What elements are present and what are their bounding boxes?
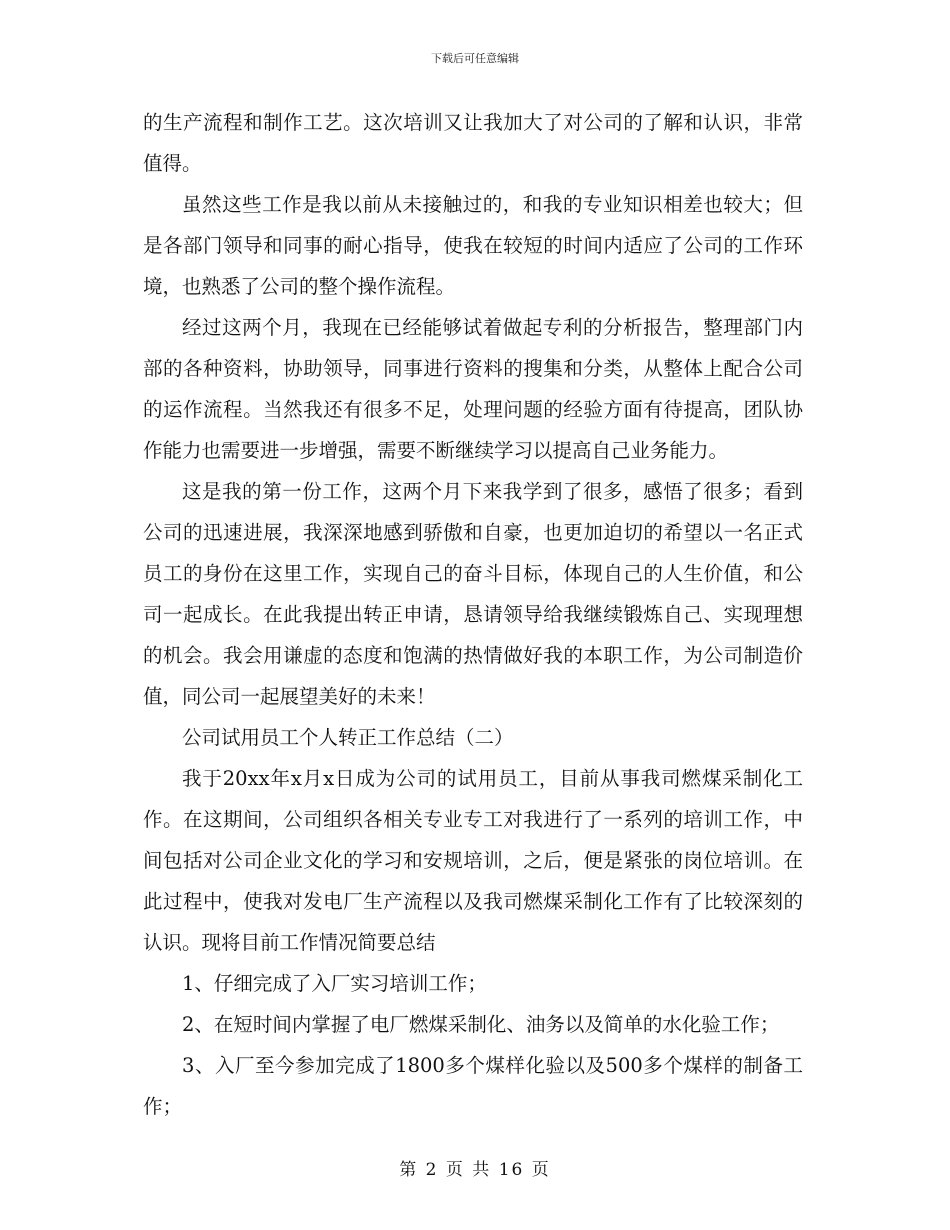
document-body <box>143 102 803 1127</box>
section-title: 公司试用员工个人转正工作总结（二） <box>182 726 514 749</box>
paragraph: 我于20xx年x月x日成为公司的试用员工，目前从事我司燃煤采制化工作。在这期间，公司组织各相关专业专工对我进行了一系列的培训工作，中间包括对公司企业文化的学习和安规培训，之后，便是紧张的岗位培训。在此过程中，使我对发电厂生产流程以及我司燃煤采制化工作有了比较深刻的认识。现将目前工作情况简要总结 <box>143 767 803 954</box>
list-item: 1、仔细完成了入厂实习培训工作； <box>182 972 487 995</box>
page-number: 第 2 页 共 16 页 <box>399 1160 551 1180</box>
paragraph: 经过这两个月，我现在已经能够试着做起专利的分析报告，整理部门内部的各种资料，协助领导，同事进行资料的搜集和分类，从整体上配合公司的运作流程。当然我还有很多不足，处理问题的经验方面有待提高，团队协作能力也需要进一步增强，需要不断继续学习以提高自己业务能力。 <box>143 316 803 462</box>
paragraph: 这是我的第一份工作，这两个月下来我学到了很多，感悟了很多；看到公司的迅速进展，我深深地感到骄傲和自豪，也更加迫切的希望以一名正式员工的身份在这里工作，实现自己的奋斗目标，体现自己的人生价值，和公司一起成长。在此我提出转正申请，恳请领导给我继续锻炼自己、实现理想的机会。我会用谦虚的态度和饱满的热情做好我的本职工作，为公司制造价值，同公司一起展望美好的未来！ <box>143 480 803 708</box>
paragraph-continuation: 的生产流程和制作工艺。这次培训又让我加大了对公司的了解和认识，非常值得。 <box>143 111 803 175</box>
list-item: 3、入厂至今参加完成了1800多个煤样化验以及500多个煤样的制备工作； <box>143 1054 803 1118</box>
paragraph: 虽然这些工作是我以前从未接触过的，和我的专业知识相差也较大；但是各部门领导和同事的耐心指导，使我在较短的时间内适应了公司的工作环境，也熟悉了公司的整个操作流程。 <box>143 193 803 298</box>
page-header: 下载后可任意编辑 <box>431 52 519 65</box>
list-item: 2、在短时间内掌握了电厂燃煤采制化、油务以及简单的水化验工作； <box>182 1013 780 1036</box>
